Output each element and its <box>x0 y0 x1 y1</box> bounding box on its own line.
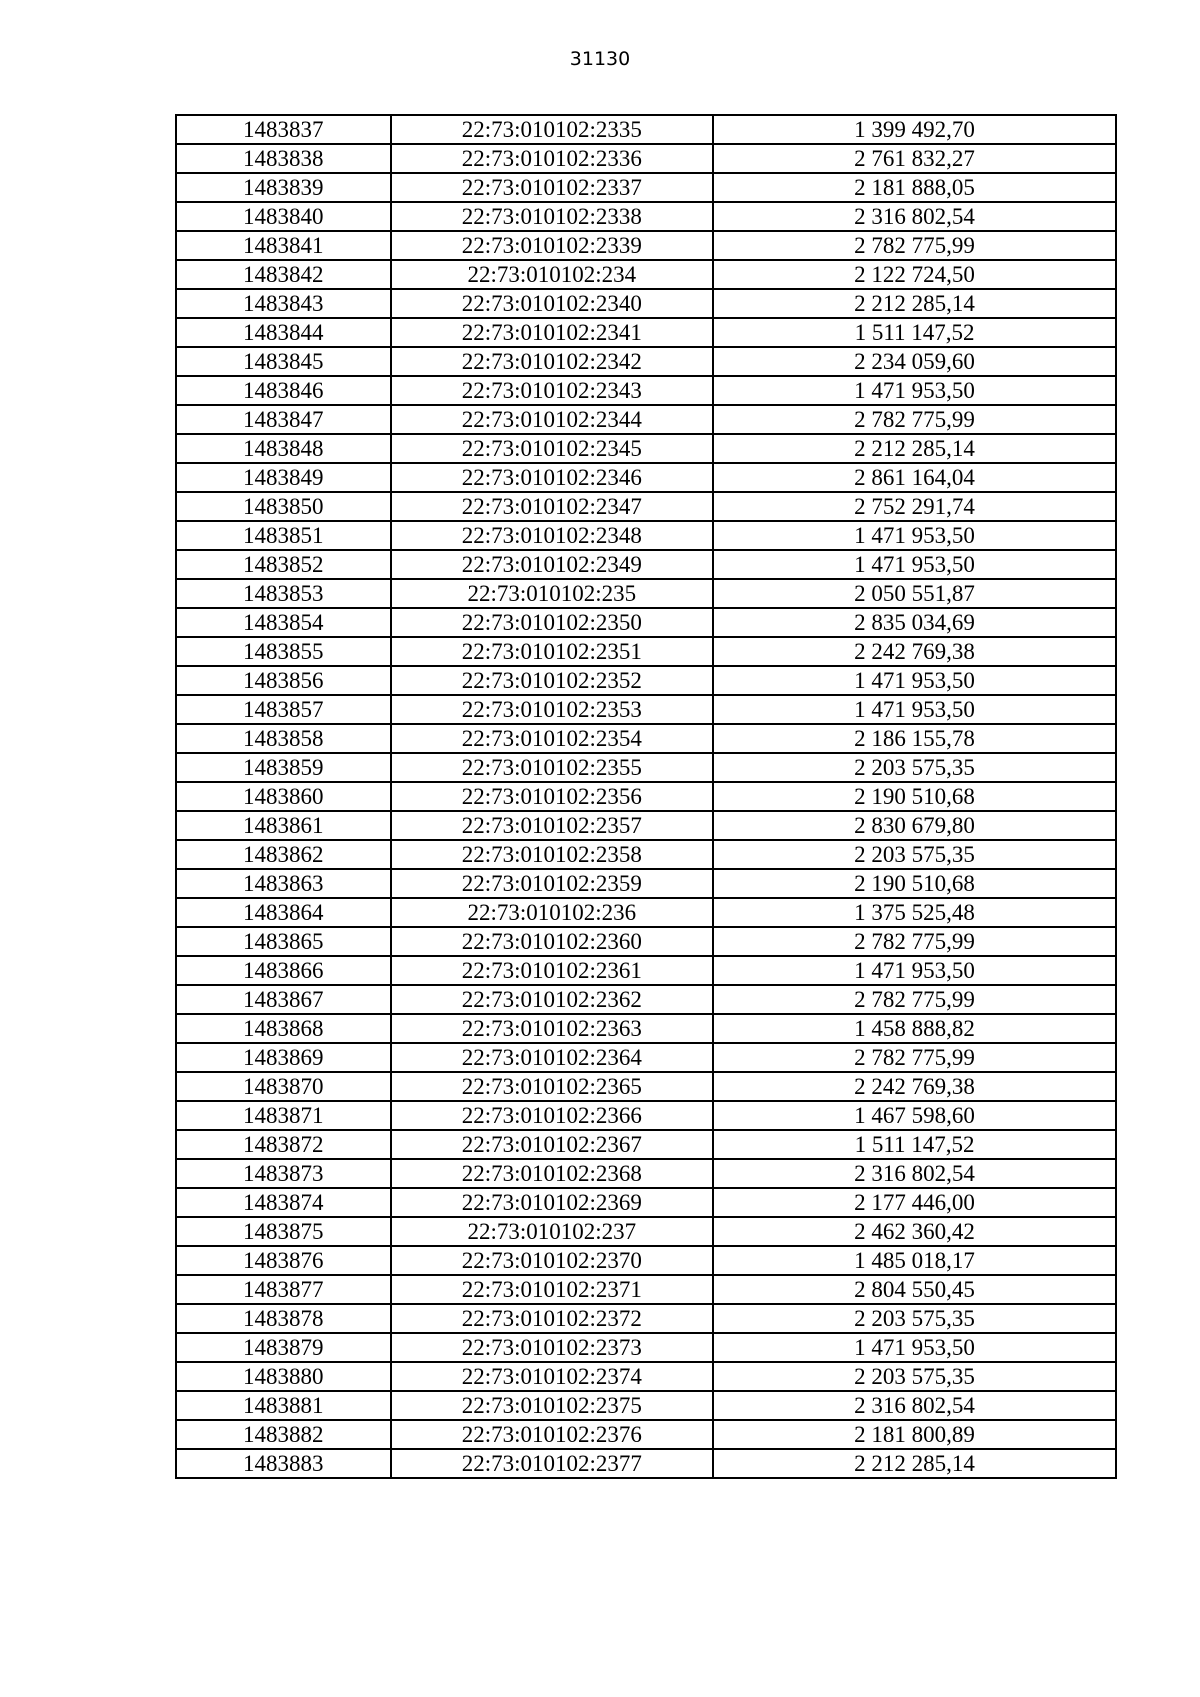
row-number-cell: 1483840 <box>176 202 391 231</box>
cadastral-value-cell: 1 511 147,52 <box>713 318 1116 347</box>
table-row <box>176 289 1116 318</box>
cadastral-number-cell: 22:73:010102:236 <box>391 898 713 927</box>
cadastral-number-cell: 22:73:010102:2361 <box>391 956 713 985</box>
row-number-cell: 1483845 <box>176 347 391 376</box>
cadastral-number-cell: 22:73:010102:2373 <box>391 1333 713 1362</box>
cadastral-value-cell: 2 234 059,60 <box>713 347 1116 376</box>
cadastral-number-cell: 22:73:010102:2363 <box>391 1014 713 1043</box>
cadastral-number-cell: 22:73:010102:2353 <box>391 695 713 724</box>
table-row <box>176 1420 1116 1449</box>
table-row <box>176 782 1116 811</box>
cadastral-value-cell: 2 316 802,54 <box>713 202 1116 231</box>
row-number-cell: 1483878 <box>176 1304 391 1333</box>
cadastral-number-cell: 22:73:010102:2370 <box>391 1246 713 1275</box>
cadastral-value-cell: 1 471 953,50 <box>713 521 1116 550</box>
cadastral-value-cell: 2 181 888,05 <box>713 173 1116 202</box>
cadastral-number-cell: 22:73:010102:2345 <box>391 434 713 463</box>
row-number-cell: 1483882 <box>176 1420 391 1449</box>
row-number-cell: 1483875 <box>176 1217 391 1246</box>
row-number-cell: 1483854 <box>176 608 391 637</box>
row-number-cell: 1483883 <box>176 1449 391 1478</box>
cadastral-number-cell: 22:73:010102:2346 <box>391 463 713 492</box>
table-row <box>176 521 1116 550</box>
table-row <box>176 1101 1116 1130</box>
row-number-cell: 1483865 <box>176 927 391 956</box>
cadastral-value-cell: 2 782 775,99 <box>713 1043 1116 1072</box>
cadastral-value-cell: 1 399 492,70 <box>713 115 1116 144</box>
row-number-cell: 1483857 <box>176 695 391 724</box>
row-number-cell: 1483853 <box>176 579 391 608</box>
cadastral-number-cell: 22:73:010102:2374 <box>391 1362 713 1391</box>
cadastral-number-cell: 22:73:010102:2357 <box>391 811 713 840</box>
cadastral-value-cell: 2 190 510,68 <box>713 869 1116 898</box>
cadastral-number-cell: 22:73:010102:2339 <box>391 231 713 260</box>
row-number-cell: 1483846 <box>176 376 391 405</box>
table-row <box>176 753 1116 782</box>
table-row <box>176 898 1116 927</box>
row-number-cell: 1483877 <box>176 1275 391 1304</box>
cadastral-value-cell: 1 467 598,60 <box>713 1101 1116 1130</box>
cadastral-value-cell: 1 471 953,50 <box>713 550 1116 579</box>
cadastral-number-cell: 22:73:010102:2362 <box>391 985 713 1014</box>
row-number-cell: 1483859 <box>176 753 391 782</box>
cadastral-value-cell: 2 861 164,04 <box>713 463 1116 492</box>
cadastral-number-cell: 22:73:010102:2336 <box>391 144 713 173</box>
row-number-cell: 1483880 <box>176 1362 391 1391</box>
cadastral-number-cell: 22:73:010102:2366 <box>391 1101 713 1130</box>
row-number-cell: 1483867 <box>176 985 391 1014</box>
row-number-cell: 1483861 <box>176 811 391 840</box>
row-number-cell: 1483848 <box>176 434 391 463</box>
cadastral-value-cell: 1 471 953,50 <box>713 956 1116 985</box>
cadastral-number-cell: 22:73:010102:2369 <box>391 1188 713 1217</box>
table-row <box>176 1159 1116 1188</box>
cadastral-number-cell: 22:73:010102:2343 <box>391 376 713 405</box>
table-row <box>176 144 1116 173</box>
table-row <box>176 492 1116 521</box>
row-number-cell: 1483870 <box>176 1072 391 1101</box>
cadastral-value-cell: 2 181 800,89 <box>713 1420 1116 1449</box>
table-row <box>176 1014 1116 1043</box>
table-row <box>176 1362 1116 1391</box>
table-row <box>176 666 1116 695</box>
row-number-cell: 1483852 <box>176 550 391 579</box>
cadastral-number-cell: 22:73:010102:2372 <box>391 1304 713 1333</box>
table-row <box>176 608 1116 637</box>
table-row <box>176 405 1116 434</box>
table-row <box>176 1275 1116 1304</box>
row-number-cell: 1483850 <box>176 492 391 521</box>
cadastral-number-cell: 22:73:010102:2352 <box>391 666 713 695</box>
cadastral-number-cell: 22:73:010102:237 <box>391 1217 713 1246</box>
cadastral-number-cell: 22:73:010102:2344 <box>391 405 713 434</box>
cadastral-value-cell: 2 316 802,54 <box>713 1159 1116 1188</box>
table-row <box>176 811 1116 840</box>
cadastral-value-cell: 2 782 775,99 <box>713 405 1116 434</box>
cadastral-value-cell: 2 203 575,35 <box>713 1304 1116 1333</box>
row-number-cell: 1483874 <box>176 1188 391 1217</box>
cadastral-value-cell: 2 177 446,00 <box>713 1188 1116 1217</box>
table-row <box>176 985 1116 1014</box>
cadastral-value-cell: 2 122 724,50 <box>713 260 1116 289</box>
cadastral-number-cell: 22:73:010102:2375 <box>391 1391 713 1420</box>
cadastral-value-cell: 2 830 679,80 <box>713 811 1116 840</box>
cadastral-value-cell: 2 212 285,14 <box>713 289 1116 318</box>
cadastral-value-cell: 2 203 575,35 <box>713 753 1116 782</box>
row-number-cell: 1483841 <box>176 231 391 260</box>
cadastral-number-cell: 22:73:010102:2347 <box>391 492 713 521</box>
cadastral-number-cell: 22:73:010102:2376 <box>391 1420 713 1449</box>
cadastral-number-cell: 22:73:010102:2364 <box>391 1043 713 1072</box>
table-row <box>176 202 1116 231</box>
table-row <box>176 579 1116 608</box>
table-row <box>176 1304 1116 1333</box>
cadastral-value-cell: 1 511 147,52 <box>713 1130 1116 1159</box>
row-number-cell: 1483844 <box>176 318 391 347</box>
row-number-cell: 1483847 <box>176 405 391 434</box>
table-row <box>176 550 1116 579</box>
table-row <box>176 1043 1116 1072</box>
row-number-cell: 1483837 <box>176 115 391 144</box>
cadastral-number-cell: 22:73:010102:2354 <box>391 724 713 753</box>
cadastral-value-cell: 2 782 775,99 <box>713 927 1116 956</box>
row-number-cell: 1483855 <box>176 637 391 666</box>
cadastral-value-cell: 2 761 832,27 <box>713 144 1116 173</box>
row-number-cell: 1483866 <box>176 956 391 985</box>
row-number-cell: 1483864 <box>176 898 391 927</box>
row-number-cell: 1483862 <box>176 840 391 869</box>
cadastral-number-cell: 22:73:010102:234 <box>391 260 713 289</box>
cadastral-number-cell: 22:73:010102:2371 <box>391 1275 713 1304</box>
row-number-cell: 1483868 <box>176 1014 391 1043</box>
cadastral-number-cell: 22:73:010102:2358 <box>391 840 713 869</box>
cadastral-value-cell: 2 190 510,68 <box>713 782 1116 811</box>
cadastral-number-cell: 22:73:010102:2367 <box>391 1130 713 1159</box>
cadastral-value-cell: 1 375 525,48 <box>713 898 1116 927</box>
table-row <box>176 695 1116 724</box>
table-row <box>176 724 1116 753</box>
cadastral-value-cell: 2 242 769,38 <box>713 1072 1116 1101</box>
cadastral-number-cell: 22:73:010102:2340 <box>391 289 713 318</box>
cadastral-value-cell: 1 471 953,50 <box>713 1333 1116 1362</box>
cadastral-number-cell: 22:73:010102:2365 <box>391 1072 713 1101</box>
table-row <box>176 115 1116 144</box>
cadastral-number-cell: 22:73:010102:2360 <box>391 927 713 956</box>
cadastral-number-cell: 22:73:010102:2348 <box>391 521 713 550</box>
cadastral-value-cell: 1 485 018,17 <box>713 1246 1116 1275</box>
row-number-cell: 1483869 <box>176 1043 391 1072</box>
table-row <box>176 376 1116 405</box>
cadastral-value-cell: 1 471 953,50 <box>713 666 1116 695</box>
cadastral-value-cell: 1 458 888,82 <box>713 1014 1116 1043</box>
row-number-cell: 1483856 <box>176 666 391 695</box>
row-number-cell: 1483879 <box>176 1333 391 1362</box>
table-row <box>176 1130 1116 1159</box>
row-number-cell: 1483873 <box>176 1159 391 1188</box>
table-row <box>176 347 1116 376</box>
cadastral-number-cell: 22:73:010102:2342 <box>391 347 713 376</box>
table-row <box>176 637 1116 666</box>
row-number-cell: 1483860 <box>176 782 391 811</box>
table-row <box>176 1188 1116 1217</box>
cadastral-value-cell: 2 804 550,45 <box>713 1275 1116 1304</box>
cadastral-number-cell: 22:73:010102:235 <box>391 579 713 608</box>
table-row <box>176 173 1116 202</box>
cadastral-value-cell: 2 203 575,35 <box>713 1362 1116 1391</box>
cadastral-value-cell: 2 242 769,38 <box>713 637 1116 666</box>
table-row <box>176 463 1116 492</box>
row-number-cell: 1483872 <box>176 1130 391 1159</box>
cadastral-number-cell: 22:73:010102:2335 <box>391 115 713 144</box>
cadastral-number-cell: 22:73:010102:2368 <box>391 1159 713 1188</box>
cadastral-value-cell: 2 212 285,14 <box>713 434 1116 463</box>
cadastral-number-cell: 22:73:010102:2338 <box>391 202 713 231</box>
page-number: 31130 <box>569 48 631 70</box>
cadastral-number-cell: 22:73:010102:2341 <box>391 318 713 347</box>
table-row <box>176 1217 1116 1246</box>
cadastral-value-cell: 1 471 953,50 <box>713 695 1116 724</box>
row-number-cell: 1483871 <box>176 1101 391 1130</box>
cadastral-value-cell: 2 462 360,42 <box>713 1217 1116 1246</box>
cadastral-value-cell: 2 186 155,78 <box>713 724 1116 753</box>
cadastral-value-table <box>175 114 1117 1479</box>
table-body <box>176 115 1116 1478</box>
row-number-cell: 1483843 <box>176 289 391 318</box>
cadastral-number-cell: 22:73:010102:2377 <box>391 1449 713 1478</box>
cadastral-value-cell: 2 203 575,35 <box>713 840 1116 869</box>
table-row <box>176 1333 1116 1362</box>
table-row <box>176 260 1116 289</box>
table-row <box>176 927 1116 956</box>
cadastral-value-cell: 2 316 802,54 <box>713 1391 1116 1420</box>
table-row <box>176 956 1116 985</box>
cadastral-number-cell: 22:73:010102:2356 <box>391 782 713 811</box>
table-row <box>176 869 1116 898</box>
row-number-cell: 1483881 <box>176 1391 391 1420</box>
row-number-cell: 1483876 <box>176 1246 391 1275</box>
row-number-cell: 1483838 <box>176 144 391 173</box>
table-row <box>176 1391 1116 1420</box>
table-row <box>176 434 1116 463</box>
cadastral-value-cell: 2 752 291,74 <box>713 492 1116 521</box>
row-number-cell: 1483842 <box>176 260 391 289</box>
cadastral-number-cell: 22:73:010102:2349 <box>391 550 713 579</box>
row-number-cell: 1483863 <box>176 869 391 898</box>
table-row <box>176 231 1116 260</box>
cadastral-number-cell: 22:73:010102:2351 <box>391 637 713 666</box>
cadastral-value-cell: 2 835 034,69 <box>713 608 1116 637</box>
cadastral-value-cell: 2 782 775,99 <box>713 231 1116 260</box>
table-row <box>176 318 1116 347</box>
cadastral-value-cell: 2 050 551,87 <box>713 579 1116 608</box>
cadastral-number-cell: 22:73:010102:2350 <box>391 608 713 637</box>
row-number-cell: 1483851 <box>176 521 391 550</box>
cadastral-number-cell: 22:73:010102:2359 <box>391 869 713 898</box>
cadastral-number-cell: 22:73:010102:2355 <box>391 753 713 782</box>
cadastral-value-cell: 2 782 775,99 <box>713 985 1116 1014</box>
row-number-cell: 1483858 <box>176 724 391 753</box>
table-row <box>176 1449 1116 1478</box>
cadastral-number-cell: 22:73:010102:2337 <box>391 173 713 202</box>
table-row <box>176 840 1116 869</box>
table-row <box>176 1246 1116 1275</box>
cadastral-value-cell: 1 471 953,50 <box>713 376 1116 405</box>
cadastral-value-cell: 2 212 285,14 <box>713 1449 1116 1478</box>
row-number-cell: 1483839 <box>176 173 391 202</box>
table-row <box>176 1072 1116 1101</box>
row-number-cell: 1483849 <box>176 463 391 492</box>
